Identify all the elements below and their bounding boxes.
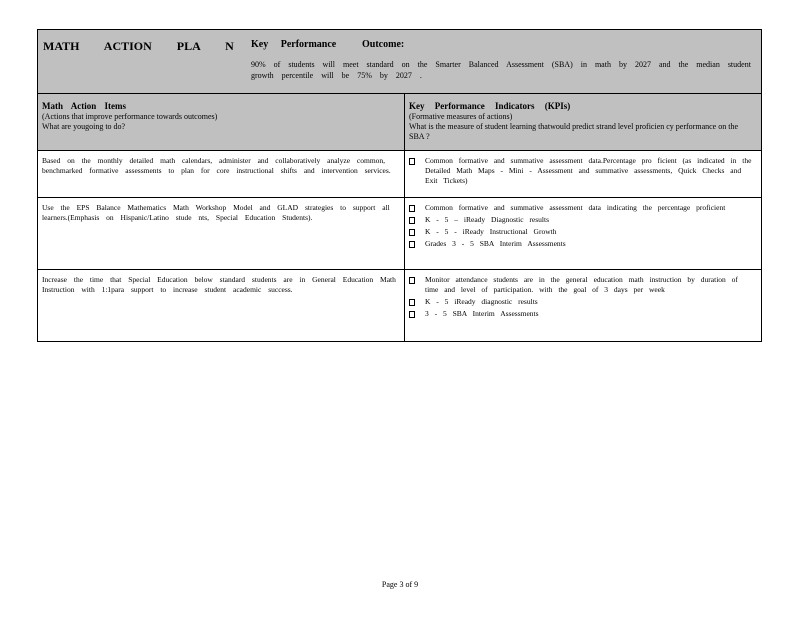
kpi-list: [405, 198, 761, 257]
kpi-cell: [405, 270, 762, 342]
action-items-title: Math Action Items: [42, 101, 126, 111]
kpi-sub1: (Formative measures of actions): [409, 112, 513, 121]
action-items-header: [38, 94, 405, 151]
kpi-sub2: What is the measure of student learning thatwould predict strand level proficien cy performance on the SBA ?: [409, 122, 738, 141]
action-text: Based on the monthly detailed math calendars, administer and collaboratively analyze common, benchmarked formative assessments to plan for core instructional shifts and intervention services.: [42, 156, 391, 175]
kpi-item: Common formative and summative assessment data indicating the percentage proficient: [409, 203, 757, 213]
action-cell: [38, 151, 405, 198]
table-row: [38, 270, 762, 342]
kpi-item: K - 5 iReady diagnostic results: [409, 297, 757, 307]
kpo-label: Key Performance: [251, 39, 337, 50]
kpo-outcome-label: Outcome:: [362, 39, 405, 50]
kpi-list: [405, 151, 761, 194]
table-row: [38, 198, 762, 270]
kpi-cell: [405, 151, 762, 198]
action-text: Increase the time that Special Education below standard students are in General Education Math Instruction with 1:1para support to increase student academic success.: [42, 275, 396, 294]
kpi-title: Key Performance Indicators (KPIs): [409, 101, 571, 111]
plan-title: MATH ACTION PLA N: [43, 39, 234, 53]
page-number: Page 3 of 9: [381, 580, 419, 589]
header-cell: [38, 30, 762, 94]
action-items-sub1: (Actions that improve performance towards outcomes): [42, 112, 218, 121]
action-items-sub2: What are yougoing to do?: [42, 122, 126, 131]
kpi-item: 3 - 5 SBA Interim Assessments: [409, 309, 757, 319]
action-plan-sheet: [37, 29, 761, 342]
kpi-item: Common formative and summative assessment data.Percentage pro ficient (as indicated in the Detailed Math Maps - Mini - Assessment and summative assessments, Quick Checks and Exit Tickets): [409, 156, 757, 186]
action-plan-table: [37, 29, 762, 342]
kpi-item: Monitor attendance students are in the general education math instruction by duration of time and level of participation. with the goal of 3 days per week: [409, 275, 757, 295]
kpi-cell: [405, 198, 762, 270]
kpi-list: [405, 270, 761, 327]
kpi-item: K - 5 - iReady Instructional Growth: [409, 227, 757, 237]
header-row: [38, 30, 762, 94]
kpi-item: Grades 3 - 5 SBA Interim Assessments: [409, 239, 757, 249]
kpo-text: 90% of students will meet standard on the Smarter Balanced Assessment (SBA) in math by 2027 and the median student growth percentile will be 75% by 2027 .: [251, 60, 751, 80]
action-cell: [38, 198, 405, 270]
action-text: Use the EPS Balance Mathematics Math Workshop Model and GLAD strategies to support all learners.(Emphasis on Hispanic/Latino stude nts, Special Education Students).: [42, 203, 390, 222]
kpi-header: [405, 94, 762, 151]
action-cell: [38, 270, 405, 342]
kpi-item: K - 5 – iReady Diagnostic results: [409, 215, 757, 225]
column-header-row: [38, 94, 762, 151]
table-row: [38, 151, 762, 198]
